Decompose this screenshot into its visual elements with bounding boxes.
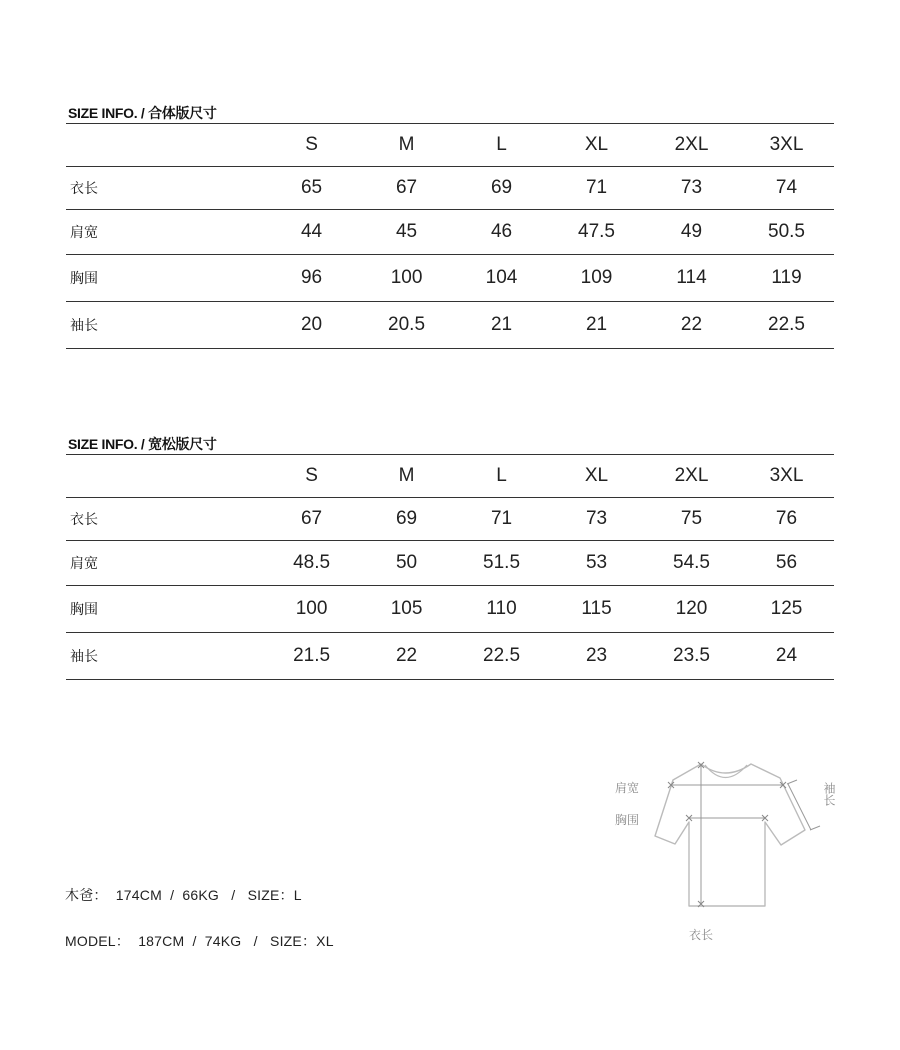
model-info-1: 木爸： 174CM / 66KG / SIZE：L bbox=[65, 887, 302, 903]
table-cell: 100 bbox=[390, 267, 423, 288]
model-info-2: MODEL： 187CM / 74KG / SIZE：XL bbox=[65, 933, 334, 949]
table-cell: 69 bbox=[490, 177, 513, 198]
row-label: 衣长 bbox=[70, 512, 98, 528]
header-blank bbox=[66, 124, 264, 167]
model-size-label: SIZE： bbox=[247, 887, 294, 903]
size-header: 3XL bbox=[769, 465, 804, 486]
table-cell: 21 bbox=[490, 314, 513, 335]
table-cell: 50 bbox=[395, 552, 418, 573]
table-cell: 20.5 bbox=[388, 314, 426, 335]
model-name: 木爸： bbox=[65, 887, 108, 903]
size-header: S bbox=[305, 465, 318, 486]
section-title: SIZE INFO. / 合体版尺寸 bbox=[68, 105, 217, 121]
table-cell: 67 bbox=[395, 177, 418, 198]
row-label: 胸围 bbox=[70, 602, 98, 618]
table-cell: 51.5 bbox=[483, 552, 521, 573]
table-cell: 21 bbox=[585, 314, 608, 335]
model-height: 187CM bbox=[138, 933, 185, 949]
table-cell: 50.5 bbox=[768, 221, 805, 242]
table-header-row bbox=[66, 455, 834, 498]
table-cell: 75 bbox=[680, 508, 703, 529]
row-label: 肩宽 bbox=[70, 225, 98, 241]
table-cell: 73 bbox=[585, 508, 608, 529]
table-cell: 47.5 bbox=[578, 221, 615, 242]
table-cell: 125 bbox=[770, 598, 803, 619]
table-cell: 49 bbox=[680, 221, 703, 242]
table-cell: 23.5 bbox=[673, 645, 710, 666]
table-cell: 115 bbox=[581, 598, 612, 619]
diagram-label-sleeve: 袖长 bbox=[822, 782, 836, 806]
size-table-section-fitted bbox=[66, 103, 834, 349]
section-title: SIZE INFO. / 宽松版尺寸 bbox=[68, 436, 217, 452]
table-cell: 22 bbox=[395, 645, 418, 666]
table-cell: 21.5 bbox=[293, 645, 331, 666]
table-cell: 120 bbox=[675, 598, 708, 619]
model-name: MODEL： bbox=[65, 933, 130, 949]
table-row bbox=[66, 302, 834, 349]
table-cell: 20 bbox=[300, 314, 323, 335]
model-size: L bbox=[293, 887, 302, 903]
size-header: L bbox=[496, 465, 507, 486]
model-size-label: SIZE： bbox=[270, 933, 317, 949]
row-label: 袖长 bbox=[70, 649, 98, 665]
size-header: XL bbox=[584, 465, 609, 486]
table-cell: 110 bbox=[486, 598, 517, 619]
model-size: XL bbox=[316, 933, 334, 949]
table-row bbox=[66, 498, 834, 541]
table-cell: 48.5 bbox=[293, 552, 331, 573]
size-header: 2XL bbox=[674, 134, 709, 155]
table-cell: 69 bbox=[395, 508, 418, 529]
table-cell: 73 bbox=[680, 177, 703, 198]
table-row bbox=[66, 167, 834, 210]
table-cell: 22.5 bbox=[768, 314, 805, 335]
size-header: XL bbox=[584, 134, 609, 155]
table-row bbox=[66, 541, 834, 586]
row-label: 衣长 bbox=[70, 181, 98, 197]
table-cell: 96 bbox=[300, 267, 323, 288]
table-cell: 74 bbox=[775, 177, 798, 198]
size-table bbox=[66, 123, 834, 349]
size-header: M bbox=[398, 465, 415, 486]
table-cell: 76 bbox=[775, 508, 798, 529]
model-height: 174CM bbox=[115, 887, 162, 903]
size-header: L bbox=[496, 134, 507, 155]
table-cell: 104 bbox=[485, 267, 518, 288]
diagram-label-shoulder: 肩宽 bbox=[615, 781, 640, 795]
size-header: 2XL bbox=[674, 465, 709, 486]
row-label: 袖长 bbox=[70, 318, 98, 334]
table-cell: 71 bbox=[585, 177, 608, 198]
row-label: 肩宽 bbox=[70, 556, 98, 572]
table-cell: 23 bbox=[585, 645, 608, 666]
table-cell: 22.5 bbox=[483, 645, 521, 666]
table-row bbox=[66, 210, 834, 255]
tshirt-measurement-diagram bbox=[605, 750, 845, 950]
table-cell: 22 bbox=[680, 314, 703, 335]
table-cell: 46 bbox=[490, 221, 513, 242]
diagram-label-length: 衣长 bbox=[689, 928, 714, 942]
table-cell: 67 bbox=[300, 508, 323, 529]
size-table bbox=[66, 454, 834, 680]
table-cell: 71 bbox=[490, 508, 513, 529]
diagram-label-chest: 胸围 bbox=[615, 813, 640, 827]
size-header: 3XL bbox=[769, 134, 804, 155]
size-table-section-loose bbox=[66, 434, 834, 680]
table-cell: 45 bbox=[395, 221, 418, 242]
table-cell: 114 bbox=[676, 267, 707, 288]
size-header: M bbox=[398, 134, 415, 155]
size-header: S bbox=[305, 134, 318, 155]
table-row bbox=[66, 586, 834, 633]
table-cell: 24 bbox=[775, 645, 798, 666]
table-cell: 65 bbox=[300, 177, 323, 198]
table-header-row bbox=[66, 124, 834, 167]
header-blank bbox=[66, 455, 264, 498]
table-cell: 44 bbox=[300, 221, 323, 242]
table-cell: 109 bbox=[580, 267, 613, 288]
table-cell: 54.5 bbox=[673, 552, 710, 573]
tshirt-outline-icon bbox=[605, 750, 845, 950]
table-cell: 53 bbox=[585, 552, 608, 573]
table-cell: 100 bbox=[295, 598, 328, 619]
table-row bbox=[66, 255, 834, 302]
model-weight: 66KG bbox=[182, 887, 219, 903]
table-cell: 119 bbox=[771, 267, 802, 288]
row-label: 胸围 bbox=[70, 271, 98, 287]
table-row bbox=[66, 633, 834, 680]
table-cell: 56 bbox=[775, 552, 798, 573]
model-weight: 74KG bbox=[204, 933, 242, 949]
table-cell: 105 bbox=[390, 598, 423, 619]
